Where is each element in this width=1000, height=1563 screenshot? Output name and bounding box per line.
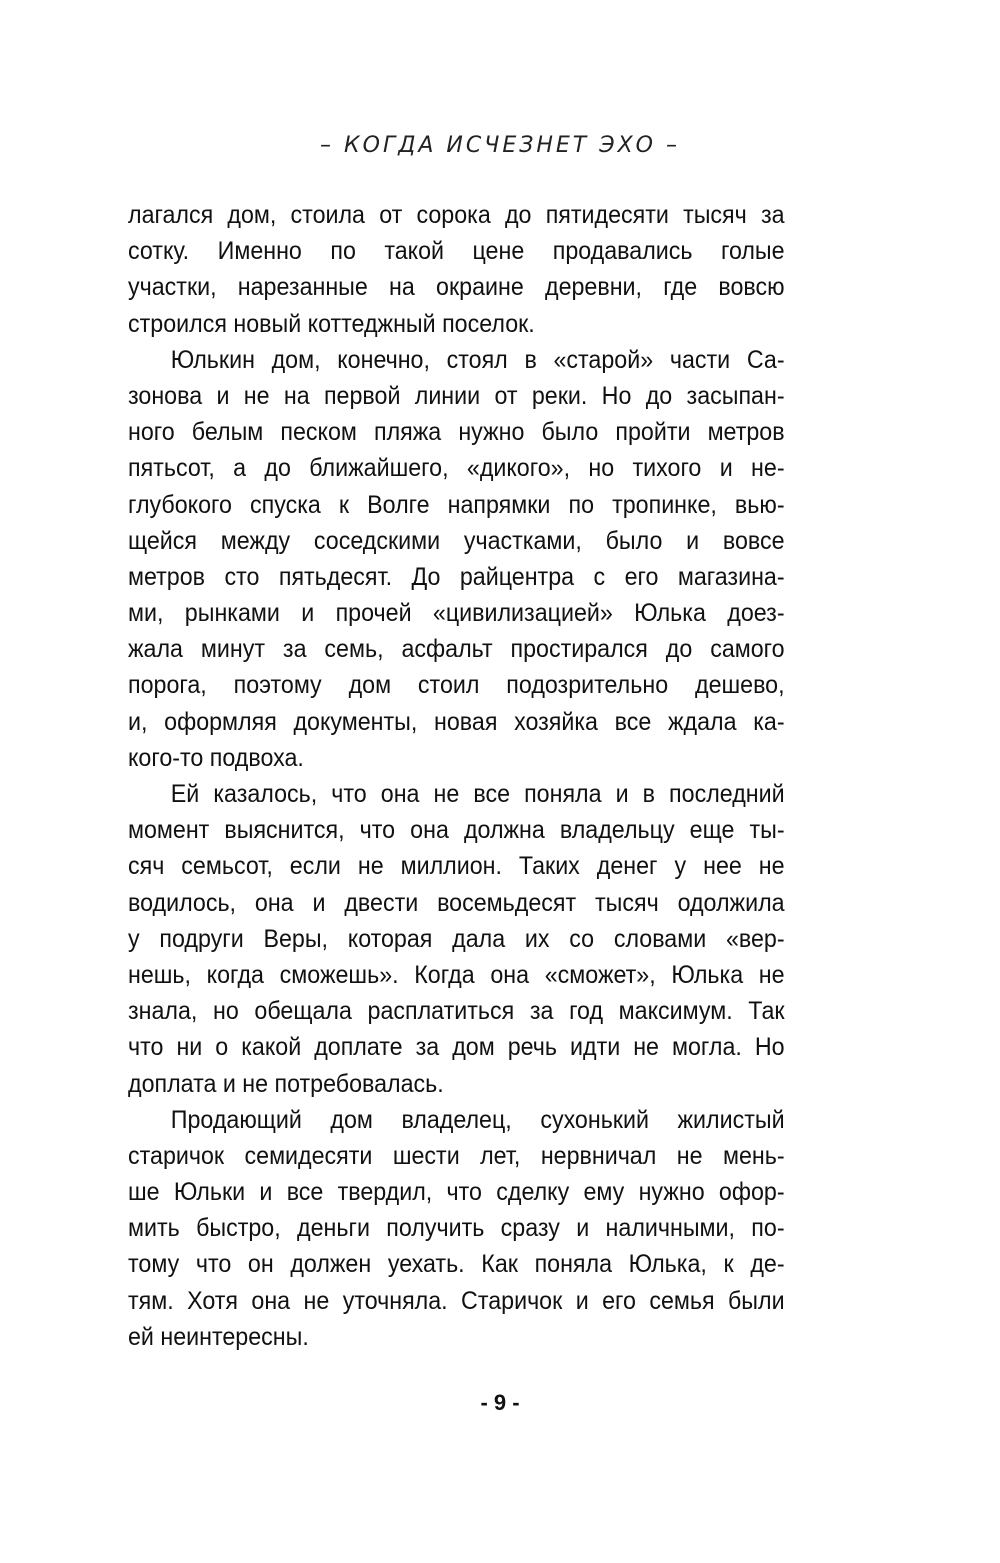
text-line: старичок семидесяти шести лет, нервничал не мень- bbox=[128, 1141, 785, 1170]
text-line: Ей казалось, что она не все поняла и в последний bbox=[170, 780, 785, 808]
text-line: что ни о какой доплате за дом речь идти не могла. Но bbox=[128, 1033, 785, 1062]
text-line: метров сто пятьдесят. До райцентра с его магазина- bbox=[128, 562, 785, 591]
paragraph bbox=[128, 1102, 785, 1355]
text-line: тям. Хотя она не уточняла. Старичок и его семья были bbox=[128, 1286, 785, 1315]
paragraph bbox=[128, 197, 785, 342]
text-line: момент выяснится, что она должна владельцу еще ты- bbox=[128, 816, 785, 845]
text-line: пятьсот, а до ближайшего, «дикого», но тихого и не- bbox=[128, 454, 785, 483]
text-line: строился новый коттеджный поселок. bbox=[128, 309, 535, 338]
text-line: знала, но обещала расплатиться за год максимум. Так bbox=[128, 997, 785, 1026]
paragraph bbox=[128, 776, 785, 1102]
text-line: ного белым песком пляжа нужно было пройти метров bbox=[128, 418, 785, 447]
paragraph bbox=[128, 342, 785, 776]
text-line: тому что он должен уехать. Как поняла Юлька, к де- bbox=[128, 1250, 785, 1279]
text-line: мить быстро, деньги получить сразу и наличными, по- bbox=[128, 1214, 785, 1243]
text-line: участки, нарезанные на окраине деревни, где вовсю bbox=[128, 273, 785, 302]
text-line: Юлькин дом, конечно, стоял в «старой» части Са- bbox=[170, 345, 785, 374]
text-line: сяч семьсот, если не миллион. Таких денег у нее не bbox=[128, 852, 785, 881]
text-line: жала минут за семь, асфальт простирался до самого bbox=[128, 635, 785, 664]
running-head: – КОГДА ИСЧЕЗНЕТ ЭХО – bbox=[320, 133, 680, 158]
text-line: нешь, когда сможешь». Когда она «сможет», Юлька не bbox=[128, 960, 785, 989]
text-line: и, оформляя документы, новая хозяйка все ждала ка- bbox=[128, 707, 785, 736]
text-line: кого-то подвоха. bbox=[128, 743, 304, 772]
text-line: глубокого спуска к Волге напрямки по тропинке, вью- bbox=[128, 490, 785, 519]
text-line: у подруги Веры, которая дала их со словами «вер- bbox=[128, 924, 785, 953]
text-line: доплата и не потребовалась. bbox=[128, 1069, 444, 1098]
text-line: сотку. Именно по такой цене продавались голые bbox=[128, 237, 785, 266]
text-line: лагался дом, стоила от сорока до пятидесяти тысяч за bbox=[128, 201, 785, 229]
text-line: ше Юльки и все твердил, что сделку ему нужно офор- bbox=[128, 1178, 785, 1207]
text-line: водилось, она и двести восемьдесят тысяч одолжила bbox=[128, 888, 785, 917]
text-line: порога, поэтому дом стоил подозрительно дешево, bbox=[128, 671, 785, 700]
text-line: щейся между соседскими участками, было и вовсе bbox=[128, 526, 785, 555]
text-line: Продающий дом владелец, сухонький жилистый bbox=[170, 1105, 785, 1134]
text-line: зонова и не на первой линии от реки. Но до засыпан- bbox=[128, 381, 785, 410]
body-text bbox=[128, 197, 785, 1355]
text-line: ми, рынками и прочей «цивилизацией» Юлька доез- bbox=[128, 599, 785, 628]
text-line: ей неинтересны. bbox=[128, 1322, 309, 1351]
page-number: - 9 - bbox=[480, 1390, 520, 1415]
